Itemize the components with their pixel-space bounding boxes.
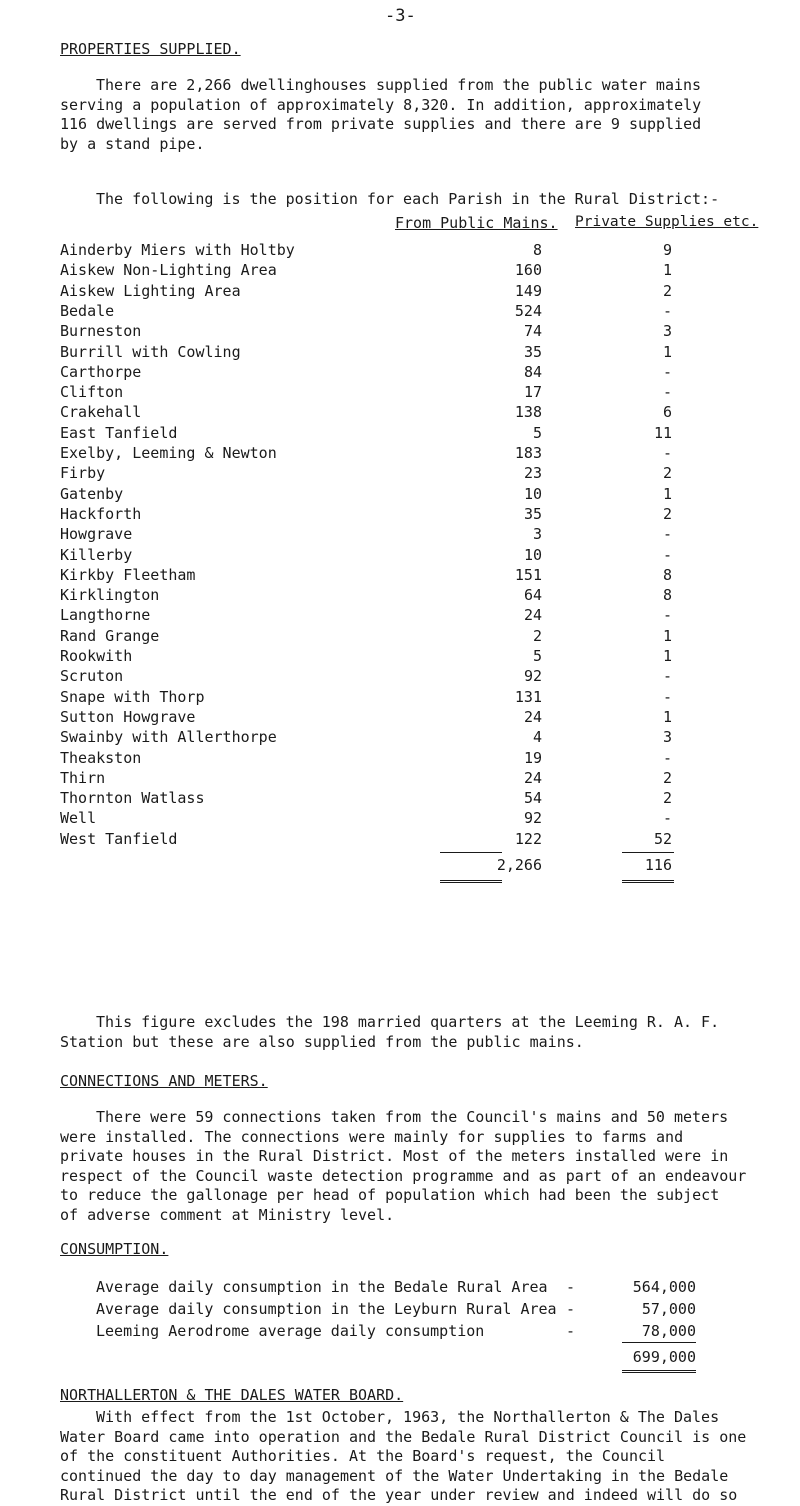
- public-mains-count: 5: [532, 647, 542, 665]
- public-subtotal-rule: [440, 852, 502, 853]
- public-mains-count: 74: [523, 322, 542, 341]
- parish-name: Burrill with Cowling: [60, 342, 241, 361]
- connections-heading: CONNECTIONS AND METERS.: [60, 1072, 268, 1090]
- public-mains-count: 35: [523, 504, 542, 523]
- board-line: Water Board came into operation and the Bedale Rural District Council is one: [60, 1427, 747, 1446]
- parish-row: [60, 789, 760, 809]
- parish-row: [60, 403, 760, 423]
- page-number: -3-: [385, 6, 416, 26]
- private-supplies-count: 8: [662, 586, 672, 605]
- public-mains-count: 4: [532, 728, 542, 747]
- public-mains-count: 24: [523, 606, 542, 625]
- private-supplies-count: 3: [662, 728, 672, 747]
- consumption-dash: -: [566, 1278, 576, 1296]
- parish-name: Kirklington: [60, 586, 160, 605]
- parish-row: [60, 464, 760, 484]
- private-supplies-count: 2: [662, 281, 672, 300]
- public-mains-count: 92: [523, 667, 542, 686]
- parish-row: [60, 728, 760, 748]
- parish-name: Theakston: [60, 748, 142, 767]
- consumption-row: [96, 1322, 696, 1344]
- properties-intro-line: 116 dwellings are served from private supplies and there are 9 supplied: [60, 115, 702, 133]
- parish-row: [60, 525, 760, 545]
- connections-line: There were 59 connections taken from the Council's mains and 50 meters: [96, 1108, 729, 1126]
- board-line: Rural District until the end of the year under review and indeed will do so: [60, 1486, 738, 1504]
- parish-name: Well: [60, 809, 97, 828]
- connections-line: were installed. The connections were mainly for supplies to farms and: [60, 1127, 684, 1146]
- parish-name: Aiskew Lighting Area: [60, 281, 241, 300]
- consumption-label: Leeming Aerodrome average daily consumption: [96, 1322, 485, 1340]
- board-line: With effect from the 1st October, 1963, the Northallerton & The Dales: [96, 1408, 720, 1426]
- parish-row: [60, 282, 760, 302]
- married-quarters-note: [60, 1013, 796, 1052]
- public-mains-count: 122: [514, 829, 542, 848]
- parish-name: Rand Grange: [60, 626, 160, 645]
- parish-name: Langthorne: [60, 606, 151, 625]
- private-supplies-count: -: [662, 383, 672, 402]
- parish-row: [60, 769, 760, 789]
- private-supplies-count: 1: [662, 626, 672, 645]
- properties-intro-line: serving a population of approximately 8,320. In addition, approximately: [60, 95, 702, 114]
- parish-row: [60, 647, 760, 667]
- private-supplies-count: -: [662, 525, 672, 544]
- parish-name: Ainderby Miers with Holtby: [60, 241, 295, 259]
- consumption-heading: CONSUMPTION.: [60, 1240, 169, 1258]
- consumption-subtotal-rule: [622, 1342, 696, 1343]
- parish-row: [60, 444, 760, 464]
- private-supplies-count: -: [662, 748, 672, 767]
- public-mains-count: 5: [532, 423, 542, 442]
- private-supplies-count: 1: [662, 484, 672, 503]
- private-supplies-count: -: [662, 545, 672, 564]
- public-total-rule: [440, 880, 502, 883]
- parish-row: [60, 363, 760, 383]
- consumption-label: Average daily consumption in the Bedale Rural Area: [96, 1278, 548, 1296]
- parish-name: Thornton Watlass: [60, 789, 205, 808]
- private-supplies-count: -: [662, 667, 672, 686]
- board-line: continued the day to day management of the Water Undertaking in the Bedale: [60, 1466, 729, 1485]
- public-mains-count: 183: [514, 444, 542, 462]
- parish-name: Gatenby: [60, 484, 124, 503]
- board-line: of the constituent Authorities. At the Board's request, the Council: [60, 1447, 666, 1465]
- consumption-dash: -: [566, 1300, 576, 1318]
- private-supplies-count: -: [662, 606, 672, 625]
- parish-name: West Tanfield: [60, 829, 178, 848]
- private-total-rule: [622, 880, 674, 883]
- parish-row: [60, 322, 760, 342]
- private-supplies-count: 1: [662, 647, 672, 665]
- public-mains-count: 35: [523, 342, 542, 361]
- public-mains-count: 10: [523, 545, 542, 564]
- parish-row: [60, 667, 760, 687]
- parish-row: [60, 749, 760, 769]
- private-supplies-count: 3: [662, 322, 672, 341]
- table-intro: The following is the position for each Parish in the Rural District:-: [96, 190, 720, 208]
- public-mains-count: 54: [523, 789, 542, 808]
- public-mains-count: 3: [532, 525, 542, 544]
- parish-name: Thirn: [60, 768, 106, 787]
- consumption-dash: -: [566, 1322, 576, 1340]
- private-supplies-count: 52: [653, 829, 672, 848]
- public-mains-count: 2: [532, 626, 542, 645]
- parish-name: Aiskew Non-Lighting Area: [60, 261, 277, 280]
- private-supplies-count: 11: [653, 423, 672, 442]
- private-supplies-count: -: [662, 687, 672, 706]
- parish-name: Burneston: [60, 322, 142, 341]
- col-header-private: Private Supplies etc.: [575, 214, 759, 230]
- public-mains-count: 149: [514, 281, 542, 300]
- consumption-row: [96, 1278, 696, 1300]
- public-mains-count: 24: [523, 768, 542, 787]
- public-mains-count: 24: [523, 707, 542, 726]
- board-heading: NORTHALLERTON & THE DALES WATER BOARD.: [60, 1386, 404, 1404]
- public-mains-count: 92: [523, 809, 542, 828]
- parish-row: [60, 546, 760, 566]
- connections-paragraph: [60, 1108, 796, 1225]
- col-header-public: From Public Mains.: [395, 214, 558, 232]
- public-mains-count: 151: [514, 565, 542, 584]
- parish-name: Firby: [60, 464, 106, 483]
- note-line: Station but these are also supplied from the public mains.: [60, 1032, 584, 1051]
- note-line: This figure excludes the 198 married quarters at the Leeming R. A. F.: [96, 1013, 720, 1031]
- private-supplies-count: 2: [662, 768, 672, 787]
- parish-row: [60, 424, 760, 444]
- private-supplies-count: 8: [662, 565, 672, 584]
- parish-row: [60, 485, 760, 505]
- public-mains-count: 23: [523, 464, 542, 483]
- public-mains-count: 8: [532, 241, 542, 259]
- consumption-total-rule: [622, 1370, 696, 1373]
- parish-row: [60, 830, 760, 850]
- consumption-value: 564,000: [632, 1278, 696, 1296]
- parish-name: Scruton: [60, 667, 124, 686]
- private-supplies-count: 1: [662, 342, 672, 361]
- parish-row: [60, 302, 760, 322]
- private-subtotal-rule: [622, 852, 674, 853]
- connections-line: of adverse comment at Ministry level.: [60, 1205, 395, 1224]
- parish-row: [60, 809, 760, 829]
- private-supplies-count: -: [662, 809, 672, 828]
- parish-name: Swainby with Allerthorpe: [60, 728, 277, 747]
- properties-intro-line: There are 2,266 dwellinghouses supplied from the public water mains: [96, 76, 702, 94]
- parish-name: Hackforth: [60, 504, 142, 523]
- parish-name: Clifton: [60, 383, 124, 402]
- public-mains-count: 19: [523, 748, 542, 767]
- private-supplies-count: -: [662, 444, 672, 462]
- public-mains-count: 84: [523, 362, 542, 381]
- consumption-label: Average daily consumption in the Leyburn Rural Area: [96, 1300, 557, 1318]
- totals-row: [60, 856, 760, 876]
- private-supplies-count: 1: [662, 707, 672, 726]
- connections-line: private houses in the Rural District. Most of the meters installed were in: [60, 1147, 729, 1165]
- public-mains-count: 10: [523, 484, 542, 503]
- parish-name: Kirkby Fleetham: [60, 565, 196, 584]
- parish-name: Howgrave: [60, 525, 133, 544]
- parish-row: [60, 566, 760, 586]
- connections-line: to reduce the gallonage per head of population which had been the subject: [60, 1186, 720, 1204]
- parish-row: [60, 627, 760, 647]
- connections-line: respect of the Council waste detection programme and as part of an endeavour: [60, 1166, 747, 1185]
- public-mains-count: 138: [514, 403, 542, 422]
- parish-name: Bedale: [60, 301, 115, 320]
- private-supplies-count: -: [662, 362, 672, 381]
- parish-name: Killerby: [60, 545, 133, 564]
- parish-row: [60, 505, 760, 525]
- private-supplies-count: 2: [662, 504, 672, 523]
- private-supplies-count: 6: [662, 403, 672, 422]
- public-mains-count: 160: [514, 261, 542, 280]
- consumption-row: [96, 1300, 696, 1322]
- properties-intro-line: by a stand pipe.: [60, 134, 205, 153]
- total-public: 2,266: [496, 856, 542, 874]
- consumption-value: 57,000: [641, 1300, 696, 1318]
- properties-heading: PROPERTIES SUPPLIED.: [60, 40, 241, 58]
- private-supplies-count: 9: [662, 241, 672, 259]
- public-mains-count: 524: [514, 301, 542, 320]
- private-supplies-count: 1: [662, 261, 672, 280]
- parish-row: [60, 688, 760, 708]
- parish-row: [60, 241, 760, 261]
- parish-name: Sutton Howgrave: [60, 707, 196, 726]
- parish-row: [60, 586, 760, 606]
- private-supplies-count: 2: [662, 464, 672, 483]
- consumption-total-row: [96, 1348, 696, 1370]
- consumption-value: 78,000: [641, 1322, 696, 1340]
- board-paragraph: [60, 1408, 796, 1506]
- public-mains-count: 17: [523, 383, 542, 402]
- private-supplies-count: -: [662, 301, 672, 320]
- total-private: 116: [644, 856, 672, 874]
- parish-name: Crakehall: [60, 403, 142, 422]
- properties-intro: [60, 76, 796, 154]
- parish-name: Exelby, Leeming & Newton: [60, 444, 277, 462]
- public-mains-count: 64: [523, 586, 542, 605]
- parish-name: Carthorpe: [60, 362, 142, 381]
- parish-name: East Tanfield: [60, 423, 178, 442]
- parish-name: Snape with Thorp: [60, 687, 205, 706]
- parish-row: [60, 261, 760, 281]
- parish-row: [60, 708, 760, 728]
- parish-row: [60, 343, 760, 363]
- private-supplies-count: 2: [662, 789, 672, 808]
- public-mains-count: 131: [514, 687, 542, 706]
- consumption-total: 699,000: [632, 1348, 696, 1366]
- parish-row: [60, 606, 760, 626]
- parish-row: [60, 383, 760, 403]
- parish-name: Rookwith: [60, 647, 133, 665]
